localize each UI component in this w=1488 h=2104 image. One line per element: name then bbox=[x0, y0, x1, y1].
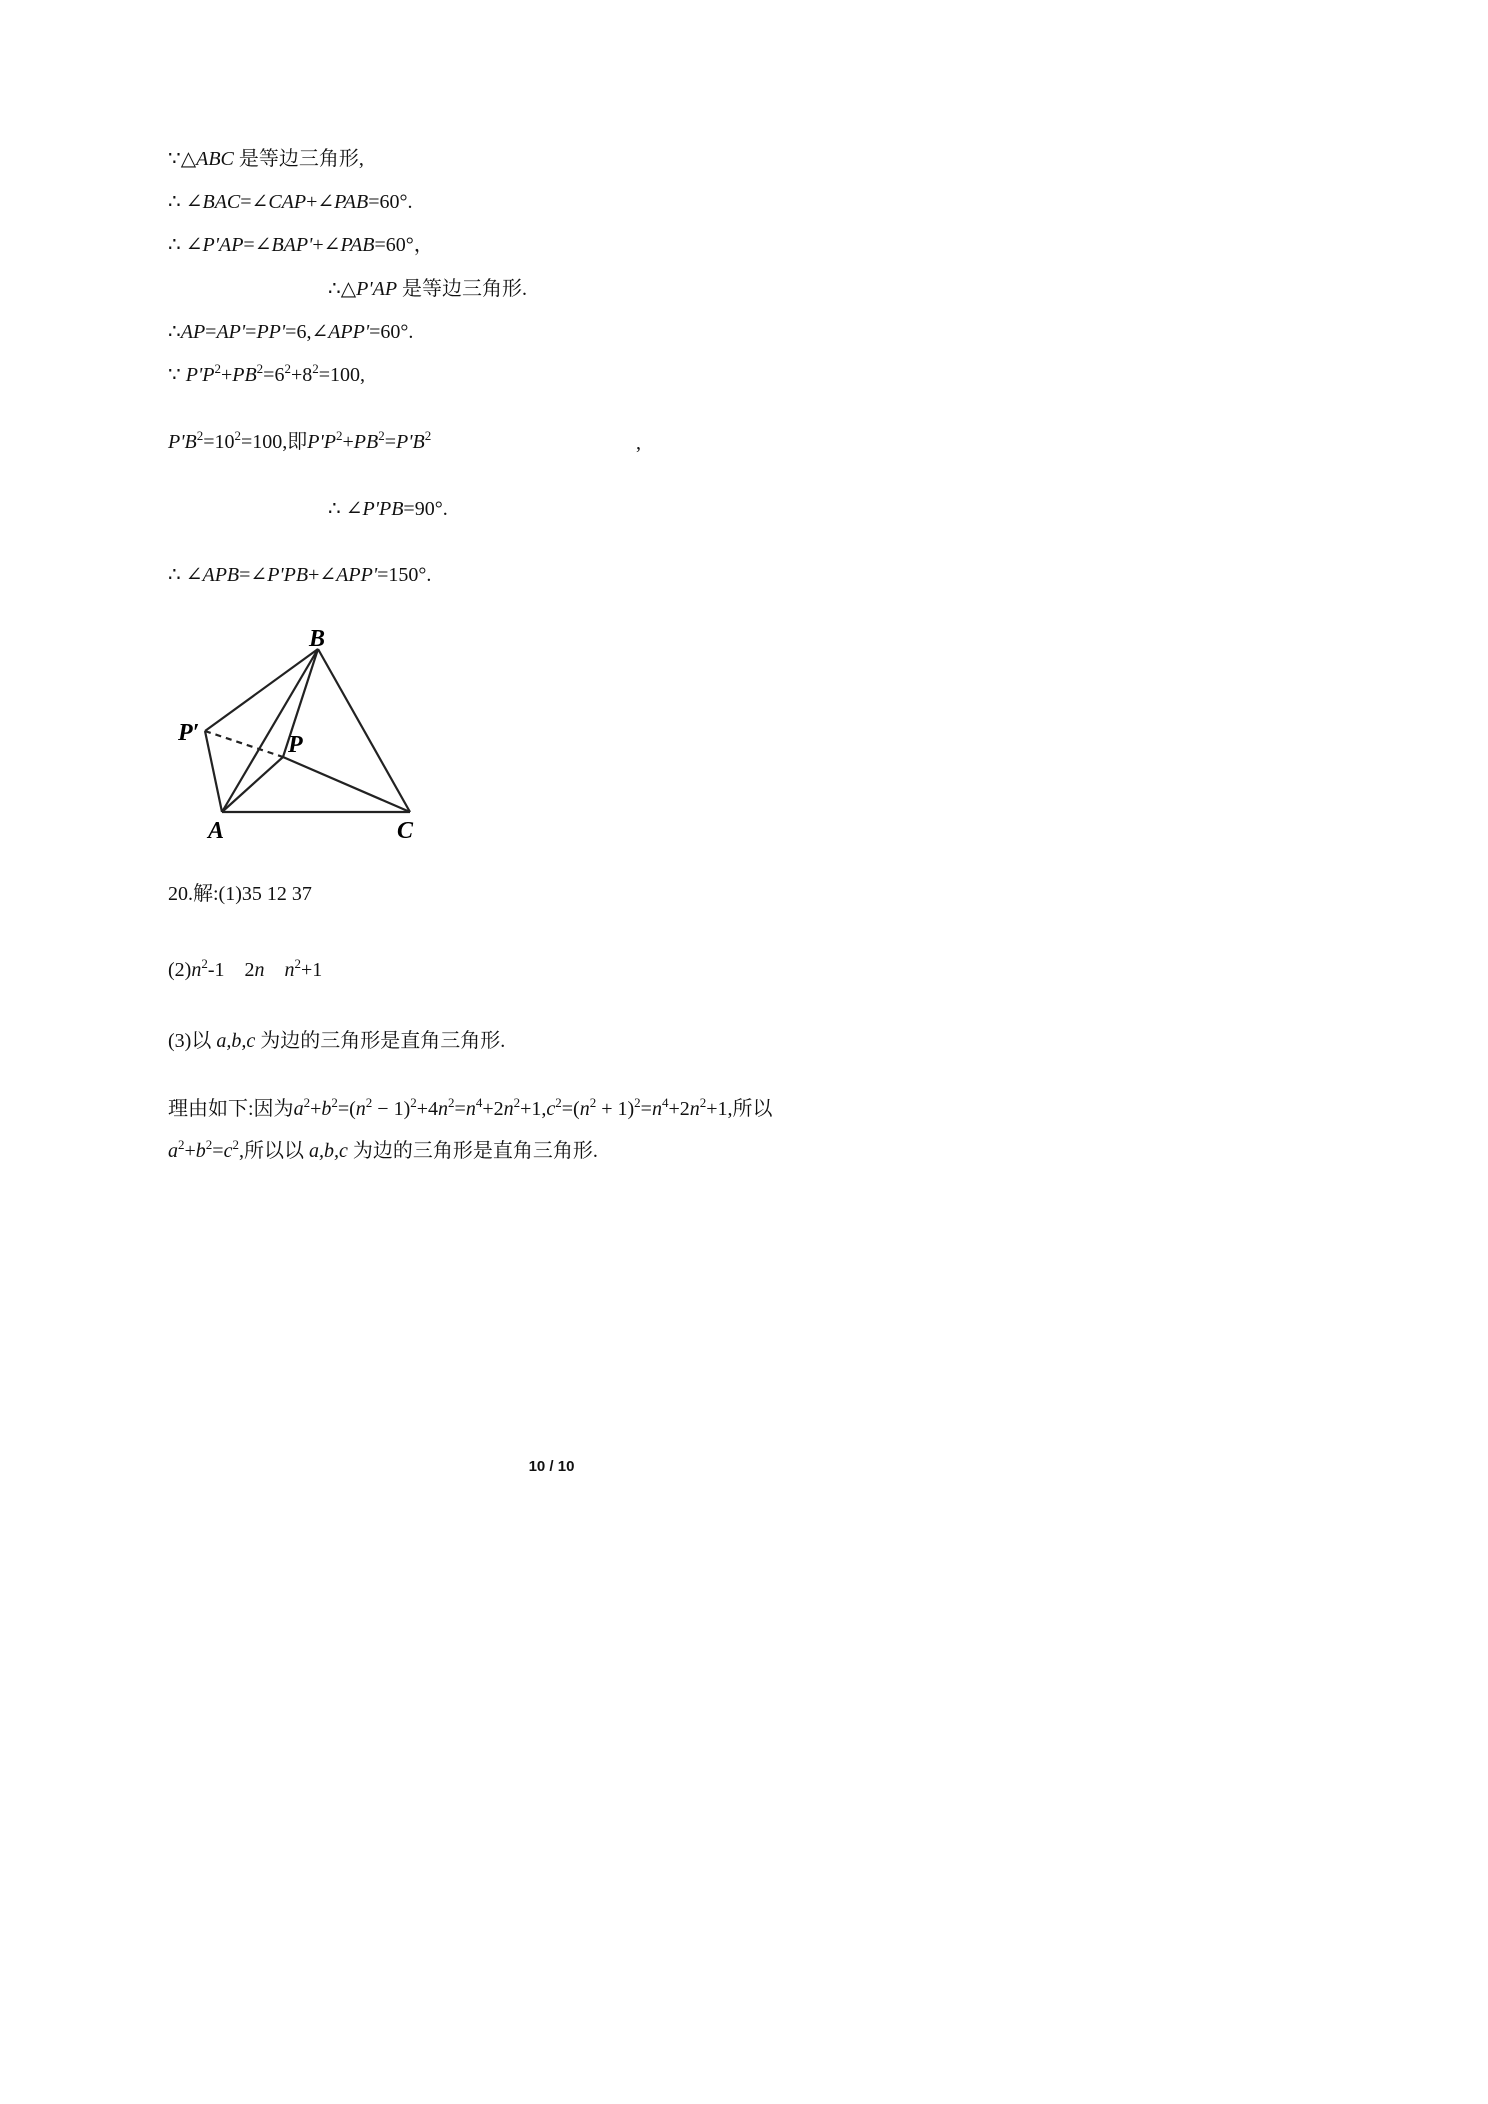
math-text: +∠ bbox=[308, 564, 337, 586]
math-text: =100, bbox=[318, 364, 366, 386]
math-text bbox=[265, 959, 285, 981]
math-var: PAB bbox=[340, 234, 375, 256]
segment-PC bbox=[283, 757, 410, 812]
math-var: n bbox=[438, 1098, 449, 1120]
math-text: =60°. bbox=[369, 321, 414, 343]
exponent: 2 bbox=[448, 1095, 455, 1110]
exponent: 2 bbox=[634, 1095, 641, 1110]
step-1 bbox=[168, 146, 364, 172]
math-text: =∠ bbox=[243, 234, 272, 256]
math-text: + bbox=[310, 1098, 322, 1120]
exponent: 2 bbox=[294, 956, 301, 971]
math-text: ,所以以 bbox=[238, 1140, 309, 1162]
segment-AP bbox=[222, 757, 283, 812]
math-text: + bbox=[220, 364, 233, 386]
q20-part1: 20.解:(1)35 12 37 bbox=[168, 883, 312, 905]
math-var: P'AP bbox=[356, 278, 398, 300]
exponent: 2 bbox=[303, 1095, 311, 1110]
math-text: + 1) bbox=[596, 1098, 635, 1120]
exponent: 4 bbox=[661, 1095, 669, 1110]
step-5 bbox=[168, 319, 413, 345]
label-A: A bbox=[208, 818, 225, 844]
geometry-figure bbox=[160, 618, 460, 858]
math-text: +1,所以 bbox=[706, 1098, 773, 1120]
math-text: =60°. bbox=[368, 191, 413, 213]
math-var: a,b,c bbox=[308, 1140, 348, 1162]
math-text: =90°. bbox=[403, 498, 448, 520]
math-text: -1 2 bbox=[207, 959, 255, 981]
math-text: 为边的三角形是直角三角形. bbox=[347, 1140, 598, 1162]
math-text: =10 bbox=[203, 431, 235, 453]
page-number: 10 / 10 bbox=[528, 1458, 575, 1475]
math-var: APP' bbox=[336, 564, 378, 586]
exponent: 2 bbox=[205, 1137, 213, 1152]
math-var: a bbox=[293, 1098, 304, 1120]
exponent: 2 bbox=[284, 361, 291, 376]
math-text: =∠ bbox=[239, 564, 268, 586]
math-text: +∠ bbox=[312, 234, 341, 256]
segment-AB bbox=[222, 649, 318, 812]
math-var: BAP' bbox=[271, 234, 313, 256]
exponent: 2 bbox=[214, 361, 221, 376]
math-text: +1 bbox=[301, 959, 323, 981]
exponent: 2 bbox=[365, 1095, 373, 1110]
math-text: (2) bbox=[168, 959, 192, 981]
q20-reason-line1 bbox=[168, 1096, 773, 1122]
math-var: P'PB bbox=[362, 498, 404, 520]
exponent: 2 bbox=[178, 1137, 185, 1152]
q20-part3 bbox=[168, 1028, 505, 1054]
math-text: ∴ ∠ bbox=[168, 191, 203, 213]
math-var: PB bbox=[232, 364, 257, 386]
step-8 bbox=[328, 496, 448, 522]
math-text: = bbox=[212, 1140, 224, 1162]
exponent: 2 bbox=[424, 428, 432, 443]
math-var: n bbox=[284, 959, 295, 981]
exponent: 2 bbox=[196, 428, 204, 443]
math-var: ABC bbox=[196, 148, 234, 170]
math-var: b bbox=[321, 1098, 332, 1120]
step-9 bbox=[168, 562, 431, 588]
math-text: =( bbox=[337, 1098, 356, 1120]
math-text: = bbox=[205, 321, 217, 343]
exponent: 2 bbox=[201, 956, 208, 971]
math-var: n bbox=[465, 1098, 476, 1120]
math-text: + bbox=[184, 1140, 196, 1162]
step-6 bbox=[168, 362, 365, 388]
math-var: c bbox=[546, 1098, 556, 1120]
math-text: = bbox=[454, 1098, 466, 1120]
q20-part2 bbox=[168, 957, 322, 983]
math-var: P'P bbox=[185, 364, 215, 386]
math-var: PP' bbox=[256, 321, 286, 343]
exponent: 2 bbox=[513, 1095, 521, 1110]
math-var: n bbox=[254, 959, 265, 981]
label-C: C bbox=[397, 818, 414, 844]
math-var: APB bbox=[202, 564, 240, 586]
step-2 bbox=[168, 189, 413, 215]
math-var: PAB bbox=[334, 191, 369, 213]
math-var: b bbox=[195, 1140, 206, 1162]
step-7 bbox=[168, 429, 431, 455]
math-var: n bbox=[355, 1098, 366, 1120]
exponent: 2 bbox=[410, 1095, 417, 1110]
exponent: 2 bbox=[555, 1095, 562, 1110]
exponent: 2 bbox=[232, 1137, 239, 1152]
math-var: n bbox=[651, 1098, 662, 1120]
math-text: = bbox=[384, 431, 396, 453]
math-var: AP' bbox=[216, 321, 246, 343]
math-var: n bbox=[191, 959, 202, 981]
math-text: =6,∠ bbox=[285, 321, 329, 343]
q20-reason-line2 bbox=[168, 1138, 598, 1164]
math-var: c bbox=[223, 1140, 233, 1162]
math-text: ∴ ∠ bbox=[328, 498, 363, 520]
exponent: 2 bbox=[589, 1095, 597, 1110]
math-text: =∠ bbox=[240, 191, 269, 213]
math-text: =6 bbox=[263, 364, 285, 386]
math-text: ∵ bbox=[168, 364, 186, 386]
math-var: PB bbox=[353, 431, 379, 453]
segment-AP' bbox=[205, 731, 222, 812]
exponent: 2 bbox=[699, 1095, 707, 1110]
label-P-prime: P′ bbox=[178, 720, 200, 746]
math-text: +4 bbox=[416, 1098, 439, 1120]
math-text: = bbox=[245, 321, 257, 343]
math-text: +2 bbox=[482, 1098, 504, 1120]
math-text: 为边的三角形是直角三角形. bbox=[255, 1030, 506, 1052]
math-text: = bbox=[640, 1098, 652, 1120]
math-var: CAP bbox=[268, 191, 307, 213]
exponent: 2 bbox=[331, 1095, 338, 1110]
math-var: a,b,c bbox=[216, 1030, 256, 1052]
math-var: n bbox=[503, 1098, 514, 1120]
math-text: (3)以 bbox=[168, 1030, 217, 1052]
math-text: − 1) bbox=[372, 1098, 411, 1120]
math-text: ∴ ∠ bbox=[168, 234, 203, 256]
math-text: =150°. bbox=[377, 564, 432, 586]
math-text: +1, bbox=[520, 1098, 547, 1120]
math-text: =60°， bbox=[374, 234, 434, 256]
math-text: ∵△ bbox=[168, 148, 197, 170]
math-text: ∴ ∠ bbox=[168, 564, 203, 586]
label-B: B bbox=[309, 626, 326, 652]
math-text: +2 bbox=[668, 1098, 690, 1120]
math-var: n bbox=[689, 1098, 700, 1120]
math-text: 是等边三角形, bbox=[233, 148, 364, 170]
math-var: n bbox=[579, 1098, 590, 1120]
math-text: + bbox=[342, 431, 354, 453]
math-text: +8 bbox=[290, 364, 313, 386]
math-text: 是等边三角形. bbox=[397, 278, 528, 300]
step-3 bbox=[168, 232, 434, 258]
math-var: APP' bbox=[328, 321, 370, 343]
math-var: P'AP bbox=[202, 234, 244, 256]
math-text: =( bbox=[561, 1098, 580, 1120]
math-var: P'PB bbox=[267, 564, 309, 586]
exponent: 2 bbox=[378, 428, 385, 443]
exponent: 2 bbox=[234, 428, 241, 443]
math-text: =100,即 bbox=[241, 431, 308, 453]
trailing-comma: , bbox=[636, 432, 641, 454]
segment-BC bbox=[318, 649, 410, 812]
exponent: 2 bbox=[312, 361, 319, 376]
math-var: P'B bbox=[168, 431, 197, 453]
math-text: ∴ bbox=[168, 321, 181, 343]
exponent: 4 bbox=[475, 1095, 483, 1110]
step-4 bbox=[328, 276, 527, 302]
exponent: 2 bbox=[256, 361, 264, 376]
segment-P'P-dashed bbox=[205, 731, 283, 757]
segment-P'B bbox=[205, 649, 318, 731]
math-var: a bbox=[168, 1140, 178, 1162]
math-var: P'B bbox=[396, 431, 425, 453]
math-text: ∴△ bbox=[328, 278, 357, 300]
math-text: +∠ bbox=[306, 191, 335, 213]
exponent: 2 bbox=[336, 428, 343, 443]
math-var: BAC bbox=[202, 191, 241, 213]
math-var: P'P bbox=[307, 431, 336, 453]
math-text: 理由如下:因为 bbox=[168, 1098, 294, 1120]
label-P: P bbox=[288, 732, 303, 758]
math-var: AP bbox=[180, 321, 206, 343]
